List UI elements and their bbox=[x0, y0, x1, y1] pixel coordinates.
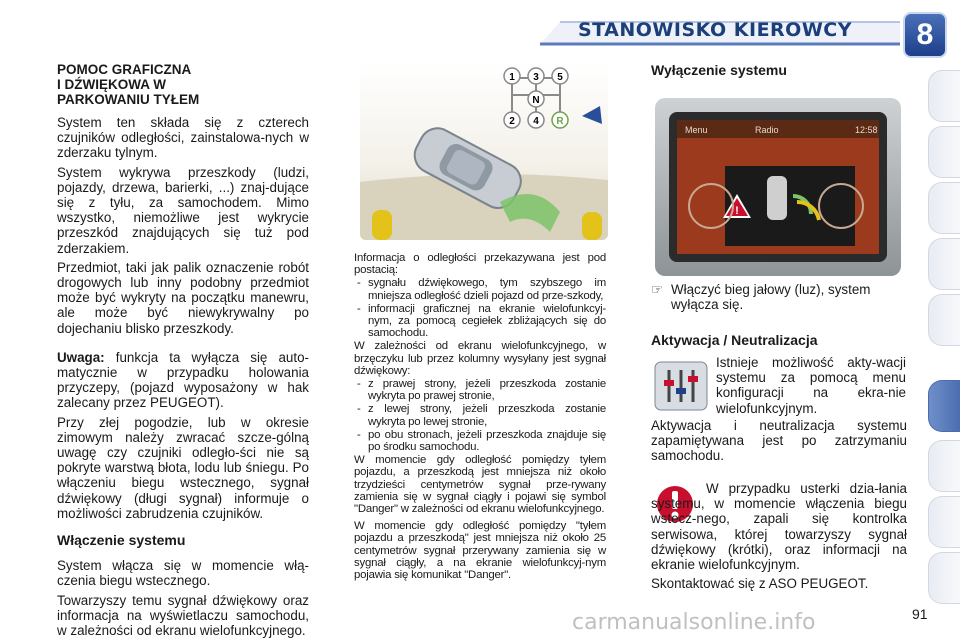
chapter-tab[interactable] bbox=[928, 238, 960, 290]
section-title-line: I DŹWIĘKOWA W bbox=[57, 77, 166, 92]
watermark: carmanualsonline.info bbox=[572, 610, 816, 635]
warning-text: funkcja ta wyłącza się auto-matycznie w przypadku holowania przyczepy, (pojazd wyposażony w hak zalecany przez PEUGEOT). bbox=[57, 349, 309, 411]
warning-paragraph bbox=[57, 350, 309, 411]
paragraph: W przypadku usterki dzia-łania systemu, w momencie włączenia biegu wstecz-nego, zapali się kontrolka serwisowa, której towarzyszy sygnał dźwiękowy (krótki), oraz informacji na ekranie wielofunkcyjnym. bbox=[651, 481, 907, 573]
chapter-tab[interactable] bbox=[928, 552, 960, 604]
pointing-hand-icon: ☞ bbox=[651, 282, 664, 297]
parking-diagram bbox=[360, 62, 608, 240]
multifunction-screen bbox=[655, 98, 901, 276]
middle-column bbox=[354, 252, 606, 582]
chapter-tab[interactable] bbox=[928, 126, 960, 178]
paragraph: Informacja o odległości przekazywana jest pod postacią: bbox=[354, 252, 606, 277]
list-item: - informacji graficznej na ekranie wielofunkcyj-nym, za pomocą cegiełek zbliżających się do samochodu. bbox=[354, 303, 606, 340]
chapter-tab[interactable] bbox=[928, 70, 960, 122]
gear-label: 5 bbox=[557, 72, 563, 83]
paragraph: Istnieje możliwość akty-wacji systemu za pomocą menu konfiguracji na ekra-nie wielofunkcyjnym. bbox=[716, 355, 906, 416]
paragraph: Przy złej pogodzie, lub w okresie zimowym należy zwracać szcze-gólną uwagę czy czujniki odległo-ści nie są pokryte warstwą błota, lodu lub śniegu. Po włączeniu biegu wstecznego, sygnał dźwiękowy (długi sygnał) informuje o możliwości zabrudzenia czujników. bbox=[57, 414, 309, 521]
memory-text bbox=[651, 418, 907, 468]
chapter-tab[interactable] bbox=[928, 496, 960, 548]
gear-label: 4 bbox=[533, 116, 539, 127]
neutral-gear-note bbox=[651, 282, 907, 316]
screen-radio-label: Radio bbox=[755, 125, 779, 135]
parking-illustration bbox=[360, 62, 608, 240]
paragraph: System włącza się w momencie włą-czenia biegu wstecznego. bbox=[57, 558, 309, 589]
chapter-tab[interactable] bbox=[928, 440, 960, 492]
list-item: - sygnału dźwiękowego, tym szybszego im mniejsza odległość dzieli pojazd od prze-szkody, bbox=[354, 277, 606, 301]
gear-label: N bbox=[532, 95, 540, 106]
paragraph: Aktywacja i neutralizacja systemu zapamiętywana jest po zatrzymaniu samochodu. bbox=[651, 418, 907, 464]
gear-label: R bbox=[556, 116, 564, 127]
section-heading: Wyłączenie systemu bbox=[651, 62, 787, 78]
paragraph: Przedmiot, taki jak palik oznaczenie robót drogowych lub inny podobny przedmiot może być wykryty na początku manewru, ale może być niewykrywalny po dojechaniu blisko przeszkody. bbox=[57, 259, 309, 336]
section-title-line: PARKOWANIU TYŁEM bbox=[57, 92, 200, 107]
paragraph: System wykrywa przeszkody (ludzi, pojazdy, drzewa, barierki, ...) znaj-dujące się z tyłu, za samochodem. Mimo wszystko, niemożliwe jest wykrycie przeszkód znajdujących się tuż pod zderzakiem. bbox=[57, 164, 309, 256]
gear-label: 2 bbox=[509, 116, 515, 127]
paragraph: W momencie gdy odległość pomiędzy "tyłem pojazdu a przeszkodą" jest mniejsza niż około 25 centymetrów sygnał przerywany zamienia się w sygnał ciągły, a na ekranie wielofunkcyj-nym pojawia się komunikat "Danger". bbox=[354, 520, 606, 582]
chapter-tabs bbox=[928, 70, 960, 610]
settings-menu-icon bbox=[653, 360, 709, 412]
activation-text bbox=[716, 355, 906, 420]
section-title-line: POMOC GRAFICZNA bbox=[57, 62, 192, 77]
paragraph: W zależności od ekranu wielofunkcyjnego, w brzęczyku lub przez kolumny wysyłany jest sygnał dźwiękowy: bbox=[354, 340, 606, 377]
screen-time: 12:58 bbox=[855, 125, 878, 135]
page-title: STANOWISKO KIEROWCY bbox=[578, 19, 852, 41]
svg-text:!: ! bbox=[735, 205, 739, 217]
paragraph: Towarzyszy temu sygnał dźwiękowy oraz informacja na wyświetlaczu samochodu, w zależności od ekranu wielofunkcyjnego. bbox=[57, 592, 309, 639]
screen-menu-label: Menu bbox=[685, 125, 708, 135]
gear-label: 3 bbox=[533, 72, 539, 83]
section-heading: Włączenie systemu bbox=[57, 532, 186, 549]
list-item: - z lewej strony, jeżeli przeszkoda zostanie wykryta po lewej stronie, bbox=[354, 403, 606, 427]
chapter-tab[interactable] bbox=[928, 182, 960, 234]
chapter-badge: 8 bbox=[903, 12, 947, 58]
gear-label: 1 bbox=[509, 72, 515, 83]
section-heading: Aktywacja / Neutralizacja bbox=[651, 332, 818, 348]
list-item: - po obu stronach, jeżeli przeszkoda znajduje się po środku samochodu. bbox=[354, 429, 606, 453]
paragraph: System ten składa się z czterech czujników odległości, zainstalowa-nych w zderzaku tylnym. bbox=[57, 115, 309, 161]
left-column bbox=[57, 62, 309, 642]
paragraph: W momencie gdy odległość pomiędzy tyłem pojazdu, a przeszkodą jest mniejsza niż około trzydzieści centymetrów sygnał prze-rywany zamienia się w sygnał ciągły i pojawi się symbol "Danger" w zależności od ekranu wielofunkcyjnego. bbox=[354, 454, 606, 516]
warning-label: Uwaga: bbox=[57, 349, 105, 365]
fault-text bbox=[651, 481, 907, 595]
paragraph: Włączyć bieg jałowy (luz), system wyłącza się. bbox=[671, 282, 871, 313]
list-item: - z prawej strony, jeżeli przeszkoda zostanie wykryta po prawej stronie, bbox=[354, 378, 606, 402]
paragraph: Skontaktować się z ASO PEUGEOT. bbox=[651, 576, 869, 592]
chapter-tab[interactable] bbox=[928, 294, 960, 346]
page-number: 91 bbox=[912, 606, 928, 622]
chapter-tab-active[interactable] bbox=[928, 380, 960, 432]
screen-illustration bbox=[655, 98, 901, 276]
